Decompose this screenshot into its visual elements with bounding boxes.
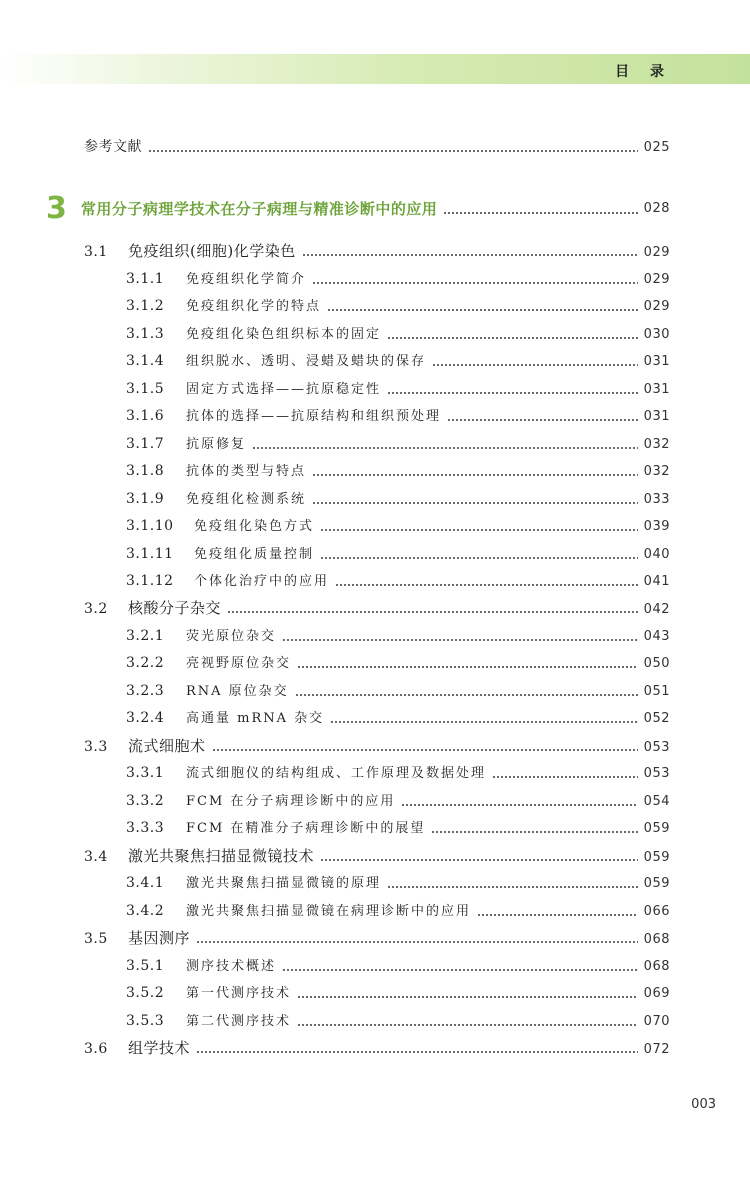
- subsection-number: 3.1.2: [126, 298, 165, 314]
- dot-leader: [387, 392, 638, 394]
- section-number: 3.6: [84, 1041, 108, 1057]
- dot-leader: [212, 749, 638, 751]
- subsection-number: 3.1.5: [126, 381, 165, 397]
- dot-leader: [282, 639, 638, 641]
- toc-page-number: 040: [643, 547, 670, 562]
- toc-page-number: 069: [643, 986, 670, 1001]
- section-title: 激光共聚焦扫描显微镜技术: [128, 847, 315, 865]
- toc-page-number: 032: [643, 437, 670, 452]
- subsection-number: 3.1.12: [126, 573, 174, 589]
- toc-subsection[interactable]: [126, 709, 670, 728]
- subsection-title: FCM 在分子病理诊断中的应用: [186, 794, 396, 809]
- subsection-number: 3.3.3: [126, 820, 165, 836]
- toc-subsection[interactable]: [126, 545, 670, 564]
- dot-leader: [196, 1051, 638, 1053]
- subsection-title: 高通量 mRNA 杂交: [186, 711, 325, 726]
- subsection-number: 3.1.1: [126, 271, 165, 287]
- dot-leader: [447, 419, 638, 421]
- subsection-title: 个体化治疗中的应用: [194, 574, 330, 589]
- subsection-number: 3.1.4: [126, 353, 165, 369]
- subsection-number: 3.5.3: [126, 1013, 165, 1029]
- subsection-title: 组织脱水、透明、浸蜡及蜡块的保存: [186, 354, 427, 369]
- toc-page-number: 059: [643, 821, 670, 836]
- toc-page-number: 043: [643, 629, 670, 644]
- subsection-title: 抗体的类型与特点: [186, 464, 307, 479]
- toc-page-number: 053: [643, 740, 670, 755]
- subsection-title: 测序技术概述: [186, 959, 277, 974]
- subsection-number: 3.2.3: [126, 683, 165, 699]
- dot-leader: [327, 309, 638, 311]
- subsection-number: 3.1.3: [126, 326, 165, 342]
- subsection-title: 荧光原位杂交: [186, 629, 277, 644]
- subsection-number: 3.5.1: [126, 958, 165, 974]
- toc-section[interactable]: [84, 929, 670, 949]
- dot-leader: [295, 694, 638, 696]
- toc-subsection[interactable]: [126, 352, 670, 371]
- toc-page-number: 068: [643, 959, 670, 974]
- toc-subsection[interactable]: [126, 764, 670, 783]
- subsection-title: 抗体的选择——抗原结构和组织预处理: [186, 409, 442, 424]
- toc-subsection[interactable]: [126, 682, 670, 701]
- toc-entry-title: 参考文献: [84, 139, 142, 155]
- section-number: 3.3: [84, 739, 108, 755]
- section-number: 3.5: [84, 931, 108, 947]
- dot-leader: [148, 150, 638, 152]
- dot-leader: [227, 611, 638, 613]
- toc-page-number: 039: [643, 519, 670, 534]
- toc-page-number: 031: [643, 354, 670, 369]
- subsection-number: 3.2.2: [126, 655, 165, 671]
- dot-leader: [312, 282, 638, 284]
- toc-page-number: 050: [643, 656, 670, 671]
- dot-leader: [312, 474, 638, 476]
- subsection-title: 第一代测序技术: [186, 986, 292, 1001]
- subsection-number: 3.1.8: [126, 463, 165, 479]
- subsection-title: 免疫组化质量控制: [194, 547, 315, 562]
- toc-section[interactable]: [84, 737, 670, 757]
- toc-page-number: 028: [643, 201, 670, 216]
- toc-section[interactable]: [84, 599, 670, 619]
- toc-page-number: 068: [643, 932, 670, 947]
- dot-leader: [252, 447, 638, 449]
- dot-leader: [297, 1024, 638, 1026]
- dot-leader: [282, 969, 638, 971]
- dot-leader: [320, 859, 638, 861]
- dot-leader: [387, 337, 638, 339]
- toc-page-number: 070: [643, 1014, 670, 1029]
- toc-subsection[interactable]: [126, 627, 670, 646]
- section-title: 核酸分子杂交: [128, 599, 222, 617]
- section-number: 3.4: [84, 849, 108, 865]
- toc-subsection[interactable]: [126, 654, 670, 673]
- toc-subsection[interactable]: [126, 792, 670, 811]
- section-title: 流式细胞术: [128, 737, 206, 755]
- toc-page-number: 059: [643, 850, 670, 865]
- subsection-title: 抗原修复: [186, 437, 247, 452]
- toc-subsection[interactable]: [126, 819, 670, 838]
- dot-leader: [297, 666, 638, 668]
- toc-page-number: 031: [643, 409, 670, 424]
- dot-leader: [492, 776, 638, 778]
- dot-leader: [320, 529, 638, 531]
- toc-page-number: 059: [643, 876, 670, 891]
- subsection-number: 3.1.6: [126, 408, 165, 424]
- toc-page-number: 072: [643, 1042, 670, 1057]
- dot-leader: [302, 254, 638, 256]
- subsection-number: 3.4.1: [126, 875, 165, 891]
- subsection-title: RNA 原位杂交: [186, 684, 289, 699]
- toc-subsection[interactable]: [126, 325, 670, 344]
- subsection-number: 3.2.4: [126, 710, 165, 726]
- toc-subsection[interactable]: [126, 380, 670, 399]
- toc-subsection[interactable]: [126, 902, 670, 921]
- section-title: 基因测序: [128, 929, 191, 947]
- subsection-title: 第二代测序技术: [186, 1014, 292, 1029]
- dot-leader: [297, 996, 638, 998]
- running-header-title: 目 录: [615, 64, 672, 80]
- toc-page-number: 052: [643, 711, 670, 726]
- toc-subsection[interactable]: [126, 270, 670, 289]
- section-number: 3.2: [84, 601, 108, 617]
- toc-section[interactable]: [84, 847, 670, 867]
- toc-page-number: 033: [643, 492, 670, 507]
- subsection-title: FCM 在精准分子病理诊断中的展望: [186, 821, 426, 836]
- subsection-number: 3.1.11: [126, 546, 174, 562]
- toc-subsection[interactable]: [126, 517, 670, 536]
- toc-page-number: 031: [643, 382, 670, 397]
- toc-chapter-3[interactable]: [46, 191, 670, 226]
- subsection-number: 3.1.10: [126, 518, 174, 534]
- toc-page-number: 066: [643, 904, 670, 919]
- dot-leader: [432, 364, 638, 366]
- subsection-number: 3.3.1: [126, 765, 165, 781]
- dot-leader: [431, 831, 637, 833]
- subsection-number: 3.1.7: [126, 436, 165, 452]
- section-number: 3.1: [84, 244, 108, 260]
- toc-page-number: 030: [643, 327, 670, 342]
- toc-section[interactable]: [84, 1039, 670, 1059]
- section-title: 免疫组织(细胞)化学染色: [128, 242, 296, 260]
- subsection-title: 免疫组化检测系统: [186, 492, 307, 507]
- toc-subsection[interactable]: [126, 874, 670, 893]
- toc-subsection[interactable]: [126, 435, 670, 454]
- subsection-title: 流式细胞仪的结构组成、工作原理及数据处理: [186, 766, 487, 781]
- toc-page-number: 032: [643, 464, 670, 479]
- toc-page-number: 054: [643, 794, 670, 809]
- toc-page-number: 042: [643, 602, 670, 617]
- subsection-title: 激光共聚焦扫描显微镜的原理: [186, 876, 382, 891]
- dot-leader: [335, 584, 638, 586]
- toc-subsection[interactable]: [126, 490, 670, 509]
- chapter-title: 常用分子病理学技术在分子病理与精准诊断中的应用: [80, 200, 438, 218]
- toc-subsection[interactable]: [126, 984, 670, 1003]
- subsection-title: 免疫组化染色组织标本的固定: [186, 327, 382, 342]
- subsection-number: 3.4.2: [126, 903, 165, 919]
- toc-subsection[interactable]: [126, 1012, 670, 1031]
- dot-leader: [330, 721, 638, 723]
- toc-page-number: 029: [643, 245, 670, 260]
- footer-page-number: 003: [691, 1097, 716, 1112]
- toc-subsection[interactable]: [126, 407, 670, 426]
- dot-leader: [401, 804, 637, 806]
- dot-leader: [443, 212, 637, 214]
- subsection-title: 固定方式选择——抗原稳定性: [186, 382, 382, 397]
- toc-section[interactable]: [84, 242, 670, 262]
- dot-leader: [312, 502, 638, 504]
- toc-entry-references[interactable]: [84, 138, 670, 157]
- section-title: 组学技术: [128, 1039, 191, 1057]
- subsection-number: 3.1.9: [126, 491, 165, 507]
- toc-subsection[interactable]: [126, 462, 670, 481]
- subsection-title: 免疫组化染色方式: [194, 519, 315, 534]
- toc-page-number: 053: [643, 766, 670, 781]
- toc-page-number: 029: [643, 299, 670, 314]
- toc-page-number: 051: [643, 684, 670, 699]
- toc-subsection[interactable]: [126, 957, 670, 976]
- toc-subsection[interactable]: [126, 572, 670, 591]
- toc-page-number: 029: [643, 272, 670, 287]
- dot-leader: [477, 914, 638, 916]
- toc-page-number: 041: [643, 574, 670, 589]
- subsection-number: 3.3.2: [126, 793, 165, 809]
- subsection-title: 激光共聚焦扫描显微镜在病理诊断中的应用: [186, 904, 472, 919]
- dot-leader: [320, 557, 638, 559]
- subsection-title: 免疫组织化学简介: [186, 272, 307, 287]
- dot-leader: [387, 886, 638, 888]
- chapter-number: 3: [46, 191, 67, 226]
- subsection-title: 亮视野原位杂交: [186, 656, 292, 671]
- dot-leader: [196, 941, 638, 943]
- subsection-number: 3.2.1: [126, 628, 165, 644]
- toc-page-number: 025: [643, 140, 670, 155]
- toc-subsection[interactable]: [126, 297, 670, 316]
- subsection-number: 3.5.2: [126, 985, 165, 1001]
- subsection-title: 免疫组织化学的特点: [186, 299, 322, 314]
